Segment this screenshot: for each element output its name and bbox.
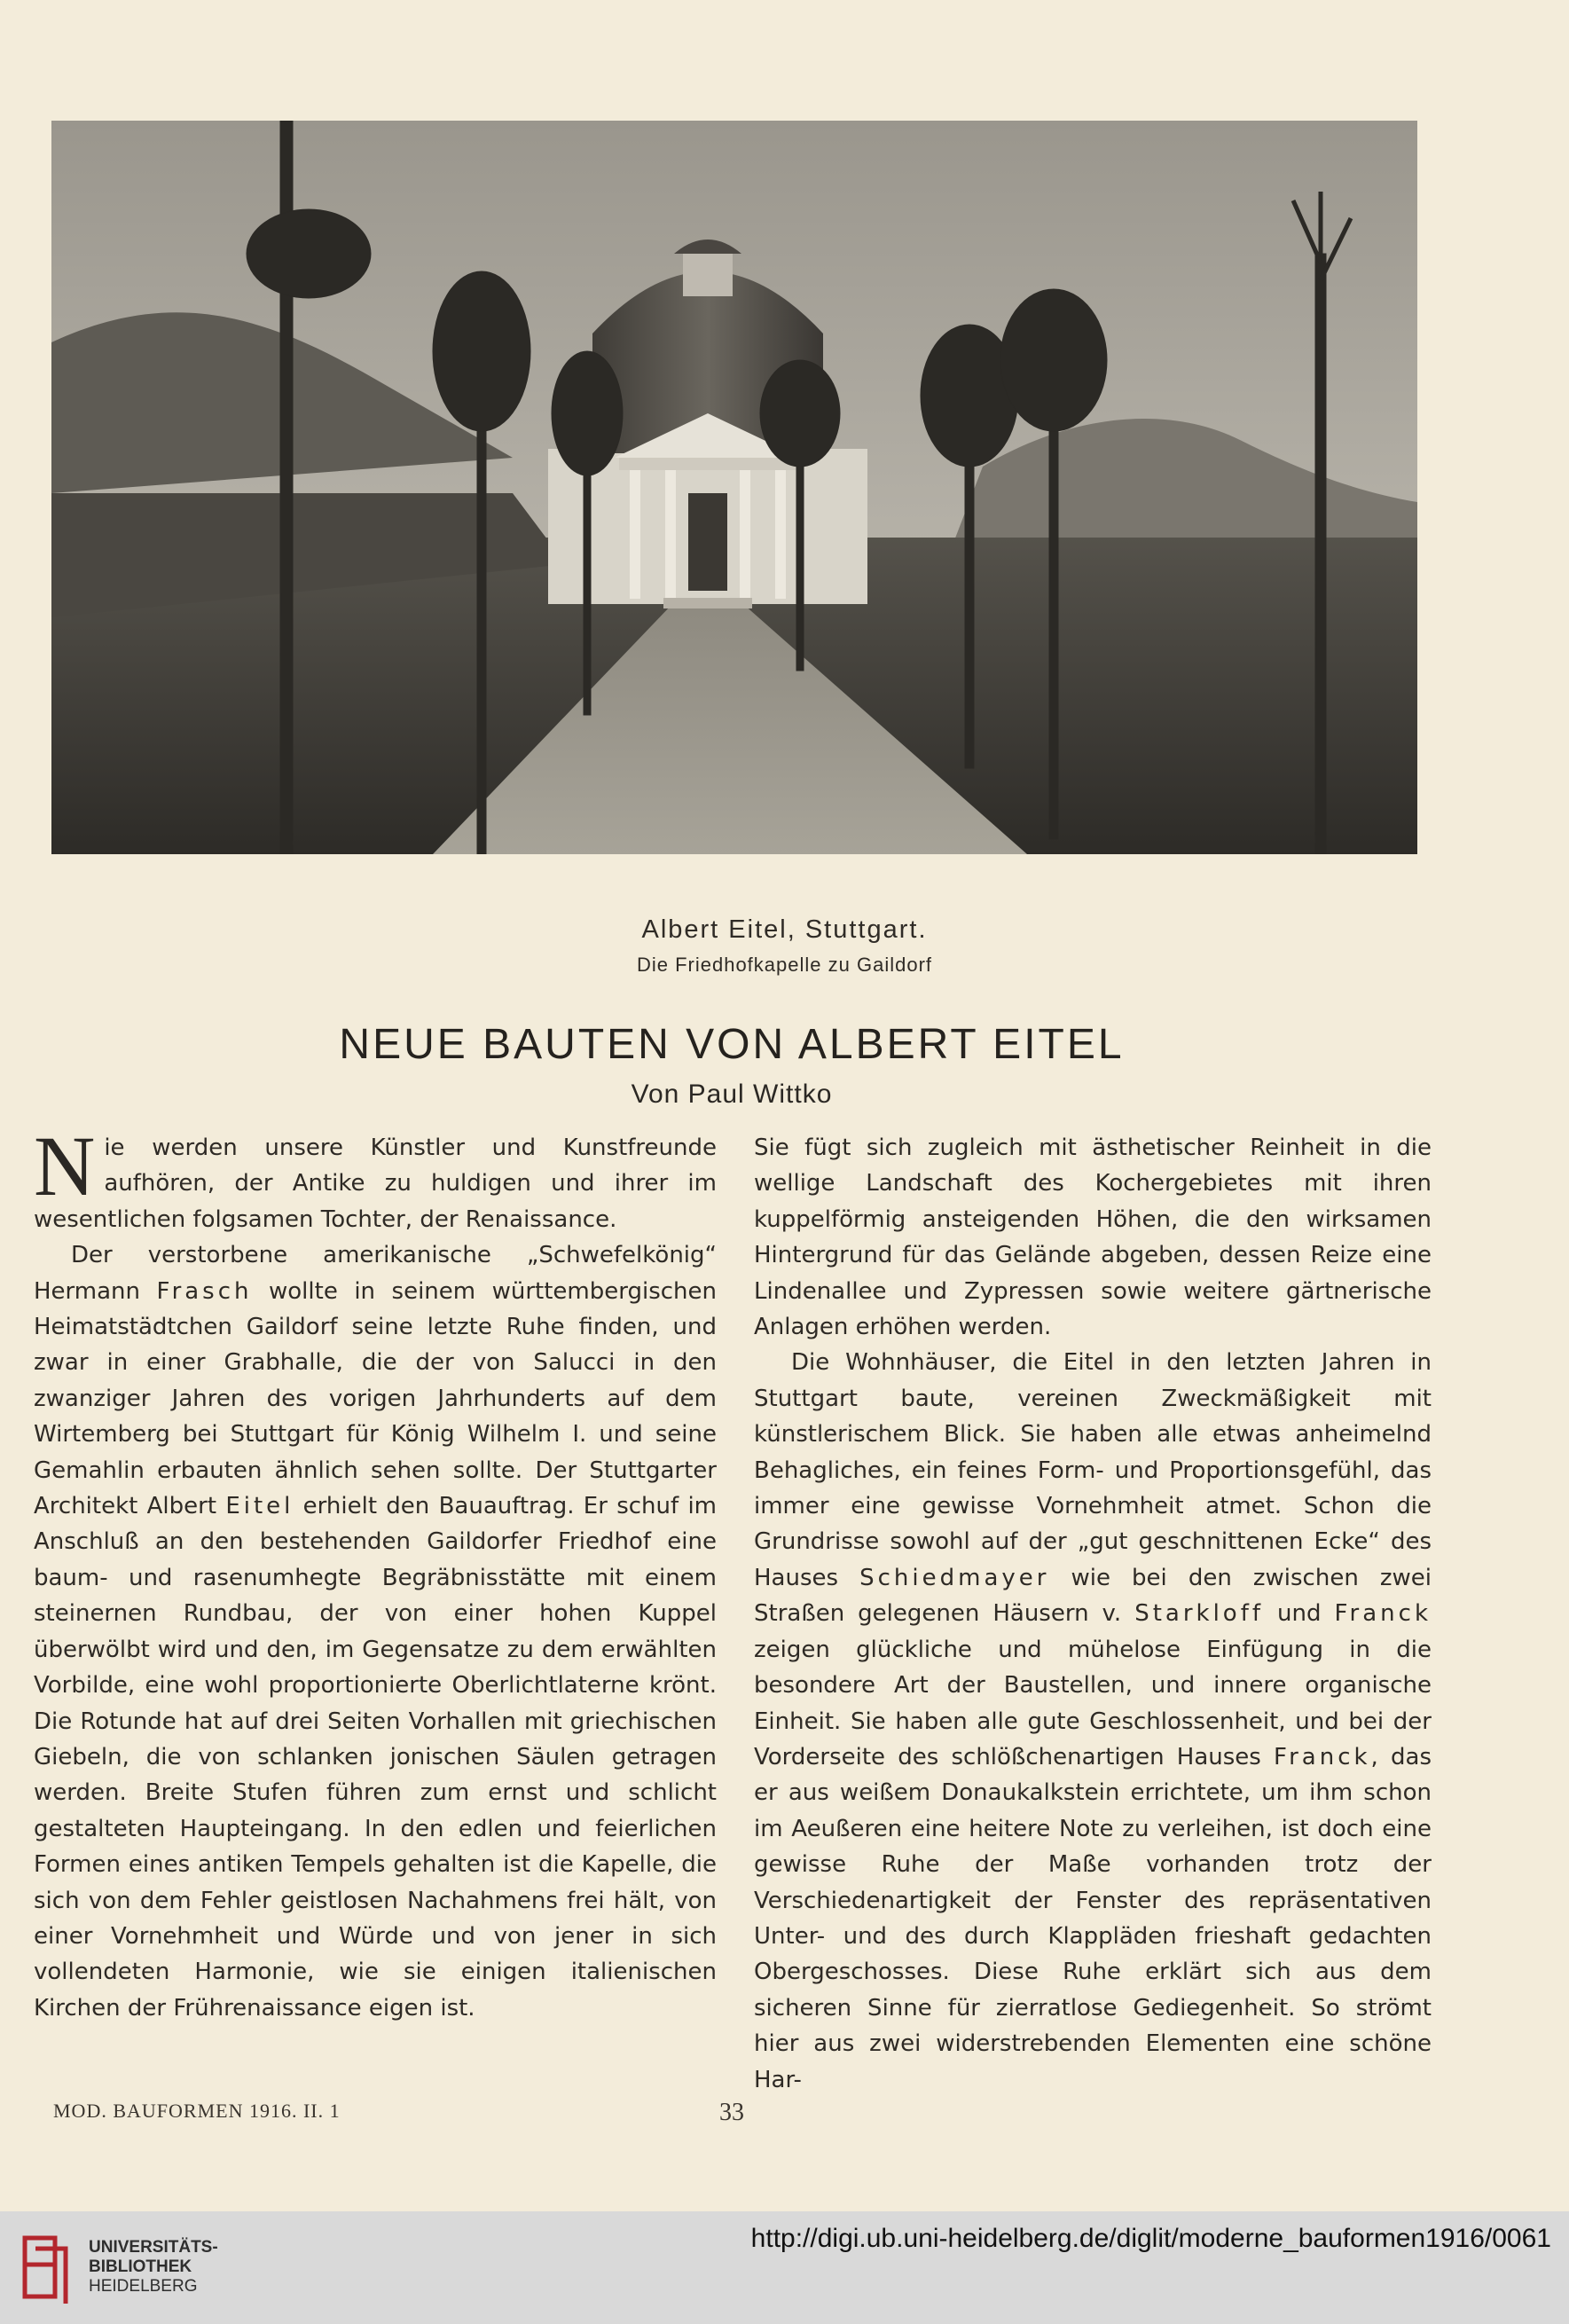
source-url-link[interactable]: http://digi.ub.uni-heidelberg.de/diglit/moderne_bauformen1916/0061 [750, 2224, 1551, 2253]
person-name: Eitel [225, 1493, 294, 1520]
photo-caption-architect: Albert Eitel, Stuttgart. [641, 915, 928, 944]
person-name: Starkloff [1134, 1600, 1265, 1628]
library-name-line3: HEIDELBERG [89, 2277, 198, 2296]
paragraph [34, 1119, 717, 1237]
library-name-line1: UNIVERSITÄTS- [89, 2238, 218, 2257]
page-number: 33 [719, 2099, 744, 2126]
person-name: Franck [1334, 1600, 1432, 1628]
library-footer-bar [0, 2211, 1569, 2324]
paragraph [34, 1237, 717, 2026]
article-column-left [34, 1119, 717, 2026]
paragraph-text: Der verstorbene amerikanische „Schwefelkönig“ Hermann [34, 1242, 717, 1305]
paragraph-text: ie werden unsere Künstler und Kunstfreunde aufhören, der Antike zu huldigen und ihrer im wesentlichen folgsamen Tochter, der Renaissance. [34, 1135, 717, 1233]
paragraph-text: wollte in seinem württembergischen Heimatstädtchen Gaildorf seine letzte Ruhe finden, und zwar in einer Grabhalle, die der von Salucci in den zwanziger Jahren des vorigen Jahrhunderts auf dem Wirtemberg bei Stuttgart für König Wilhelm I. und seine Gemahlin erbauten ähnlich sehen sollte. Der Stuttgarter Architekt Albert [34, 1277, 717, 1520]
paragraph [754, 1130, 1432, 1345]
paragraph-text: Sie fügt sich zugleich mit ästhetischer Reinheit in die wellige Landschaft des Kochergebietes mit ihren kuppelförmig ansteigenden Höhen, die den wirksamen Hintergrund für das Gelände abgeben, dessen Reize eine Lindenallee und Zypressen sowie weitere gärtnerische Anlagen erhöhen werden. [754, 1135, 1432, 1341]
paragraph-text: erhielt den Bauauftrag. Er schuf im Anschluß an den bestehenden Gaildorfer Friedhof eine baum- und rasenumhegte Begräbnisstätte mit einem steinernen Rundbau, der von einer hohen Kuppel überwölbt wird und den, im Gegensatze zu dem erwählten Vorbilde, eine wohl proportionierte Oberlichtlaterne krönt. Die Rotunde hat auf drei Seiten Vorhallen mit griechischen Giebeln, die von schlanken jonischen Säulen getragen werden. Breite Stufen führen zum ernst und schlicht gestalteten Haupteingang. In den edlen und feierlichen Formen eines antiken Tempels gehalten ist die Kapelle, die sich von dem Fehler geistlosen Nachahmens frei hält, von einer Vornehmheit und Würde und von jener in sich vollendeten Harmonie, wie sie einigen italienischen Kirchen der Frührenaissance eigen ist. [34, 1493, 717, 2022]
person-name: Franck [1274, 1743, 1371, 1770]
paragraph-text: Die Wohnhäuser, die Eitel in den letzten Jahren in Stuttgart baute, vereinen Zweckmäßigkeit mit künstlerischem Blick. Sie haben alle etwas anheimelnd Behagliches, ein feines Form- und Proportionsgefühl, das immer eine gewisse Vornehmheit atmet. Schon die Grundrisse sowohl auf der „gut geschnittenen Ecke“ des Hauses [754, 1349, 1432, 1591]
drop-cap: N [34, 1119, 96, 1213]
photo-caption-subject: Die Friedhofkapelle zu Gaildorf [636, 954, 933, 976]
university-library-logo-icon [20, 2229, 73, 2305]
library-name-line2: BIBLIOTHEK [89, 2257, 192, 2276]
person-name: Frasch [156, 1277, 253, 1305]
library-name [89, 2238, 218, 2297]
article-column-right [754, 1130, 1432, 2098]
paragraph-text: , das er aus weißem Donaukalkstein errichtete, um ihm schon im Aeußeren eine heitere Note zu verleihen, ist doch eine gewisse Ruhe der Maße vorhanden trotz der Verschiedenartigkeit der Fenster des repräsentativen Unter- und des durch Klappläden frieshaft gedachten Obergeschosses. Diese Ruhe erklärt sich aus dem sicheren Sinne für zierratlose Gediegenheit. So strömt hier aus zwei widerstrebenden Elementen eine schöne Har- [754, 1743, 1432, 2093]
person-name: Schiedmayer [859, 1564, 1050, 1591]
paragraph-text: und [1264, 1600, 1335, 1628]
journal-reference: MOD. BAUFORMEN 1916. II. 1 [53, 2100, 341, 2122]
paragraph [754, 1345, 1432, 2098]
article-title: NEUE BAUTEN VON ALBERT EITEL [339, 1021, 1125, 1068]
chapel-photograph [51, 121, 1417, 854]
paragraph-text: wie bei den zwischen zwei Straßen gelegenen Häusern v. [754, 1564, 1432, 1628]
article-author: Von Paul Wittko [631, 1080, 833, 1109]
chapel-photo-illustration [51, 121, 1417, 854]
paragraph-text: zeigen glückliche und mühelose Einfügung in die besondere Art der Baustellen, und innere organische Einheit. Sie haben alle gute Geschlossenheit, und bei der Vorderseite des schlößchenartigen Hauses [754, 1636, 1432, 1770]
